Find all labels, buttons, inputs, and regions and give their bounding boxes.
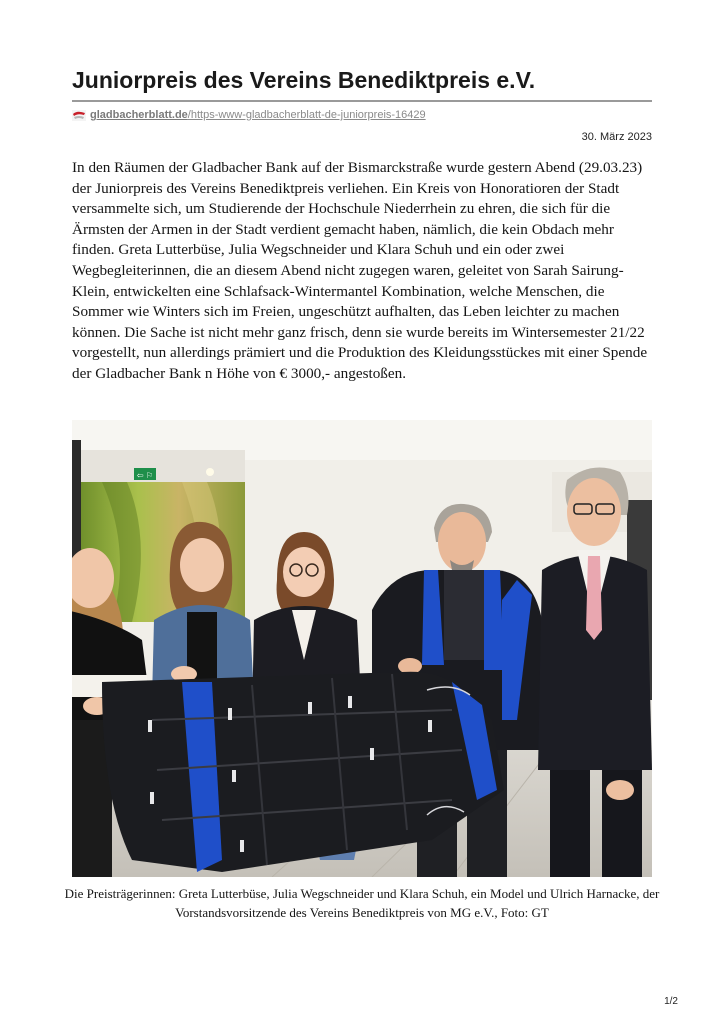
source-line	[72, 108, 426, 122]
photo-caption: Die Preisträgerinnen: Greta Lutterbüse, Julia Wegschneider und Klara Schuh, ein Model und Ulrich Harnacke, der Vorstandsvorsitzende des Vereins Benediktpreis von MG e.V., Foto: GT	[64, 886, 660, 920]
source-domain-link[interactable]: gladbacherblatt.de	[90, 109, 188, 121]
article-title: Juniorpreis des Vereins Benediktpreis e.V.	[72, 67, 536, 93]
site-favicon-icon	[72, 110, 86, 121]
publish-date: 30. März 2023	[581, 131, 652, 143]
source-path-link[interactable]: /https-www-gladbacherblatt-de-juniorpreis-16429	[187, 109, 426, 121]
exit-sign-text: ⇦ ⚐	[136, 471, 154, 480]
award-photo	[72, 420, 652, 877]
page-number: 1/2	[664, 996, 678, 1007]
article-body: In den Räumen der Gladbacher Bank auf der Bismarckstraße wurde gestern Abend (29.03.23) der Juniorpreis des Vereins Benediktpreis verliehen. Ein Kreis von Honoratioren der Stadt versammelte sich, um Studierende der Hochschule Niederrhein zu ehren, die sich für die Ärmsten der Armen in der Stadt verdient gemacht haben, nämlich, die kein Obdach mehr finden. Greta Lutterbüse, Julia Wegschneider und Klara Schuh und ein oder zwei Wegbegleiterinnen, die an diesem Abend nicht zugegen waren, geleitet von Sarah Sairung-Klein, entwickelten eine Schlafsack-Wintermantel Kombination, welche Menschen, die Sommer wie Winters sich im Freien, ungeschützt aufhalten, das Leben leichter zu machen können. Die Sache ist nicht mehr ganz frisch, denn sie wurde bereits im Wintersemester 21/22 vorgestellt, nun allerdings prämiert und die Produktion des Kleidungsstückes mit einer Spende der Gladbacher Bank n Höhe von € 3000,- angestoßen.	[72, 159, 648, 382]
title-divider	[72, 100, 652, 102]
